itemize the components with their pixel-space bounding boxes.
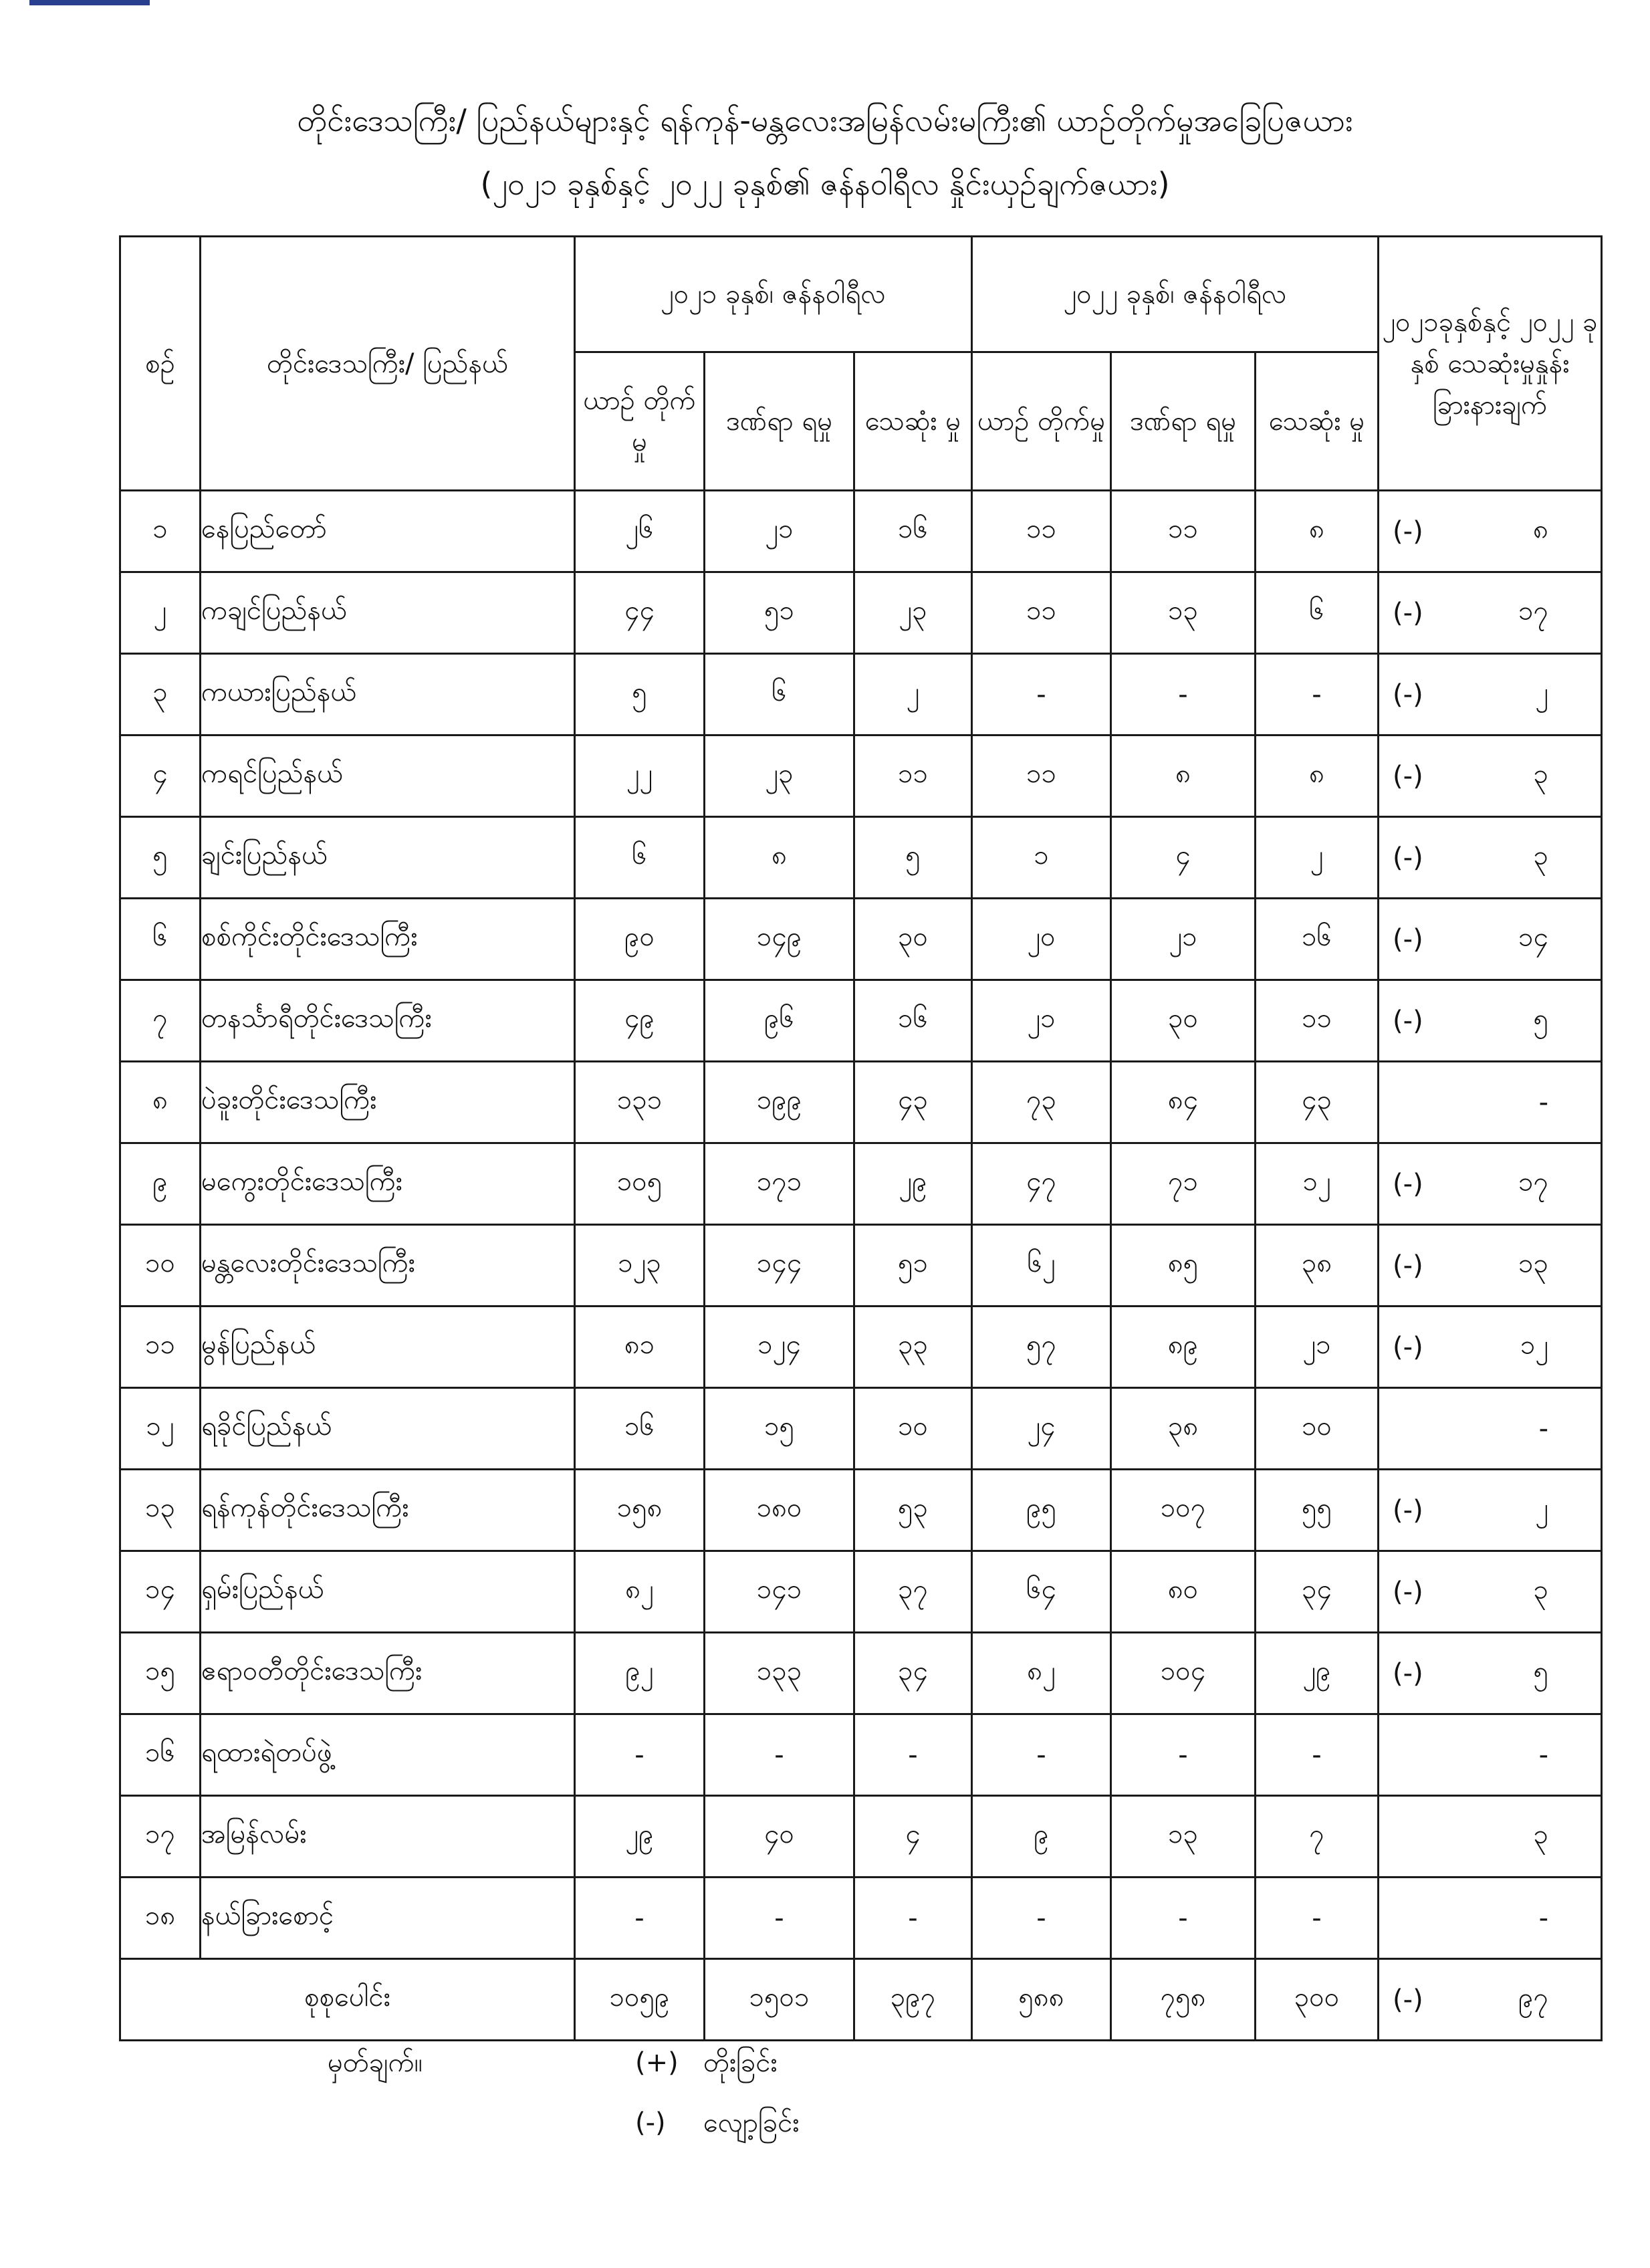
injured-2021-cell: ၁၉၉ bbox=[705, 1062, 854, 1143]
difference-cell bbox=[1379, 817, 1602, 899]
deaths-2021-cell: ၅၁ bbox=[854, 1225, 972, 1307]
deaths-2021-cell: ၂၃ bbox=[854, 572, 972, 654]
deaths-2021-cell: ၄ bbox=[854, 1796, 972, 1878]
deaths-2022-cell: ၁၀ bbox=[1256, 1388, 1379, 1470]
accidents-2022-cell: ၉ bbox=[972, 1796, 1111, 1878]
accidents-2021-cell: ၆ bbox=[575, 817, 705, 899]
difference-value: ၃ bbox=[1533, 758, 1549, 789]
difference-value: ၃ bbox=[1533, 1574, 1549, 1605]
difference-value: ၁၂ bbox=[1520, 1329, 1549, 1360]
total-row bbox=[120, 1959, 1602, 2041]
table-row bbox=[120, 1551, 1602, 1633]
accidents-2021-cell: ၈၂ bbox=[575, 1551, 705, 1633]
deaths-2022-cell: ၂၁ bbox=[1256, 1307, 1379, 1388]
difference-value: ၁၇ bbox=[1518, 595, 1549, 626]
total-deaths-2021: ၃၉၇ bbox=[854, 1959, 972, 2041]
difference-cell bbox=[1379, 1225, 1602, 1307]
header-injured-2022: ဒဏ်ရာ ရမှု bbox=[1111, 352, 1256, 491]
injured-2022-cell: ၁၀၄ bbox=[1111, 1633, 1256, 1714]
accidents-2021-cell: ၁၃၁ bbox=[575, 1062, 705, 1143]
accidents-2021-cell: ၁၀၅ bbox=[575, 1143, 705, 1225]
injured-2021-cell: ၁၈၀ bbox=[705, 1470, 854, 1551]
injured-2022-cell: ၁၃ bbox=[1111, 572, 1256, 654]
difference-value: ၂ bbox=[1535, 1492, 1549, 1523]
total-deaths-2022: ၃၀၀ bbox=[1256, 1959, 1379, 2041]
note-minus-text: လျော့ခြင်း bbox=[703, 2108, 800, 2138]
deaths-2022-cell: ၂ bbox=[1256, 817, 1379, 899]
accidents-2022-cell: ၁၁ bbox=[972, 572, 1111, 654]
note-label: မှတ်ချက်။ bbox=[328, 2047, 423, 2078]
table-row bbox=[120, 980, 1602, 1062]
injured-2022-cell: ၈၅ bbox=[1111, 1225, 1256, 1307]
injured-2021-cell: ၂၁ bbox=[705, 491, 854, 572]
serial-cell: ၁၂ bbox=[120, 1388, 201, 1470]
accidents-2021-cell: ၉၂ bbox=[575, 1633, 705, 1714]
deaths-2022-cell: ၂၉ bbox=[1256, 1633, 1379, 1714]
deaths-2021-cell: ၁၆ bbox=[854, 980, 972, 1062]
table-row bbox=[120, 572, 1602, 654]
header-accidents-2022: ယာဉ် တိုက်မှု bbox=[972, 352, 1111, 491]
accidents-2022-cell: ၄၇ bbox=[972, 1143, 1111, 1225]
region-cell: ပဲခူးတိုင်းဒေသကြီး bbox=[201, 1062, 575, 1143]
region-cell: ချင်းပြည်နယ် bbox=[201, 817, 575, 899]
deaths-2022-cell: ၈ bbox=[1256, 491, 1379, 572]
header-deaths-2022: သေဆုံး မှု bbox=[1256, 352, 1379, 491]
injured-2021-cell: ၁၇၁ bbox=[705, 1143, 854, 1225]
accidents-2022-cell: ၁၁ bbox=[972, 735, 1111, 817]
total-injured-2021: ၁၅၀၁ bbox=[705, 1959, 854, 2041]
accidents-2021-cell: ၁၂၃ bbox=[575, 1225, 705, 1307]
difference-value: - bbox=[1538, 1087, 1549, 1118]
header-period-2021: ၂၀၂၁ ခုနှစ်၊ ဇန်နဝါရီလ bbox=[575, 237, 972, 352]
accidents-2022-cell: ၆၂ bbox=[972, 1225, 1111, 1307]
difference-cell bbox=[1379, 1388, 1602, 1470]
accidents-2022-cell: ၁၁ bbox=[972, 491, 1111, 572]
difference-cell bbox=[1379, 1551, 1602, 1633]
total-difference-value: ၉၇ bbox=[1518, 1982, 1549, 2013]
total-label: စုစုပေါင်း bbox=[120, 1959, 575, 2041]
deaths-2021-cell: ၅ bbox=[854, 817, 972, 899]
injured-2021-cell: ၁၄၄ bbox=[705, 1225, 854, 1307]
injured-2021-cell: ၁၅ bbox=[705, 1388, 854, 1470]
accidents-2021-cell: ၅ bbox=[575, 654, 705, 735]
difference-value: - bbox=[1538, 1902, 1549, 1934]
serial-cell: ၁၆ bbox=[120, 1714, 201, 1796]
table-row bbox=[120, 1307, 1602, 1388]
accidents-2022-cell: ၇၃ bbox=[972, 1062, 1111, 1143]
table-row bbox=[120, 1388, 1602, 1470]
region-cell: မန္တလေးတိုင်းဒေသကြီး bbox=[201, 1225, 575, 1307]
injured-2022-cell: - bbox=[1111, 1714, 1256, 1796]
header-accidents-2021: ယာဉ် တိုက်မှု bbox=[575, 352, 705, 491]
difference-sign: (-) bbox=[1393, 1658, 1423, 1689]
deaths-2022-cell: - bbox=[1256, 1714, 1379, 1796]
injured-2022-cell: ၃၀ bbox=[1111, 980, 1256, 1062]
injured-2022-cell: ၈၉ bbox=[1111, 1307, 1256, 1388]
difference-value: - bbox=[1538, 1739, 1549, 1771]
injured-2021-cell: ၁၄၁ bbox=[705, 1551, 854, 1633]
deaths-2021-cell: ၃၃ bbox=[854, 1307, 972, 1388]
region-cell: ရထားရဲတပ်ဖွဲ့ bbox=[201, 1714, 575, 1796]
deaths-2022-cell: - bbox=[1256, 654, 1379, 735]
serial-cell: ၁၃ bbox=[120, 1470, 201, 1551]
serial-cell: ၁၅ bbox=[120, 1633, 201, 1714]
region-cell: ရန်ကုန်တိုင်းဒေသကြီး bbox=[201, 1470, 575, 1551]
deaths-2021-cell: ၃၀ bbox=[854, 899, 972, 980]
serial-cell: ၇ bbox=[120, 980, 201, 1062]
difference-value: ၃ bbox=[1533, 840, 1549, 871]
document-title: တိုင်းဒေသကြီး/ ပြည်နယ်များနှင့် ရန်ကုန်-မန္တလေးအမြန်လမ်းမကြီး၏ ယာဉ်တိုက်မှုအခြေပြဇယား bbox=[297, 102, 1353, 138]
total-accidents-2021: ၁၀၅၉ bbox=[575, 1959, 705, 2041]
deaths-2022-cell: ၈ bbox=[1256, 735, 1379, 817]
difference-cell bbox=[1379, 572, 1602, 654]
difference-sign: (-) bbox=[1393, 1576, 1423, 1607]
deaths-2021-cell: ၁၆ bbox=[854, 491, 972, 572]
difference-value: ၈ bbox=[1533, 514, 1549, 544]
deaths-2021-cell: ၃၇ bbox=[854, 1551, 972, 1633]
region-cell: ကရင်ပြည်နယ် bbox=[201, 735, 575, 817]
table-row bbox=[120, 1225, 1602, 1307]
accidents-2022-cell: ၂၄ bbox=[972, 1388, 1111, 1470]
region-cell: ကယားပြည်နယ် bbox=[201, 654, 575, 735]
serial-cell: ၅ bbox=[120, 817, 201, 899]
difference-cell bbox=[1379, 491, 1602, 572]
serial-cell: ၁၄ bbox=[120, 1551, 201, 1633]
accidents-2021-cell: ၄၉ bbox=[575, 980, 705, 1062]
accidents-2022-cell: - bbox=[972, 1714, 1111, 1796]
deaths-2022-cell: ၃၈ bbox=[1256, 1225, 1379, 1307]
table-row bbox=[120, 1878, 1602, 1959]
difference-cell bbox=[1379, 1062, 1602, 1143]
difference-cell bbox=[1379, 654, 1602, 735]
difference-sign: (-) bbox=[1393, 1250, 1423, 1281]
total-injured-2022: ၇၅၈ bbox=[1111, 1959, 1256, 2041]
region-cell: အမြန်လမ်း bbox=[201, 1796, 575, 1878]
difference-sign: (-) bbox=[1393, 1331, 1423, 1363]
injured-2022-cell: ၂၁ bbox=[1111, 899, 1256, 980]
deaths-2021-cell: ၃၄ bbox=[854, 1633, 972, 1714]
accidents-2022-cell: ၁ bbox=[972, 817, 1111, 899]
injured-2021-cell: - bbox=[705, 1714, 854, 1796]
accidents-2021-cell: ၂၆ bbox=[575, 491, 705, 572]
deaths-2021-cell: - bbox=[854, 1878, 972, 1959]
difference-value: - bbox=[1538, 1413, 1549, 1444]
accidents-2022-cell: ၂၀ bbox=[972, 899, 1111, 980]
injured-2022-cell: ၇၁ bbox=[1111, 1143, 1256, 1225]
injured-2022-cell: ၁၃ bbox=[1111, 1796, 1256, 1878]
accidents-2022-cell: ၂၁ bbox=[972, 980, 1111, 1062]
region-cell: မကွေးတိုင်းဒေသကြီး bbox=[201, 1143, 575, 1225]
accidents-2021-cell: ၈၁ bbox=[575, 1307, 705, 1388]
comparison-table bbox=[119, 235, 1603, 2041]
injured-2022-cell: ၃၈ bbox=[1111, 1388, 1256, 1470]
accidents-2022-cell: ၉၅ bbox=[972, 1470, 1111, 1551]
difference-sign: (-) bbox=[1393, 760, 1423, 792]
difference-cell bbox=[1379, 1143, 1602, 1225]
accidents-2021-cell: - bbox=[575, 1878, 705, 1959]
injured-2021-cell: ၄၀ bbox=[705, 1796, 854, 1878]
difference-cell bbox=[1379, 1878, 1602, 1959]
deaths-2022-cell: ၅၅ bbox=[1256, 1470, 1379, 1551]
difference-cell bbox=[1379, 1796, 1602, 1878]
serial-cell: ၉ bbox=[120, 1143, 201, 1225]
region-cell: ကချင်ပြည်နယ် bbox=[201, 572, 575, 654]
difference-value: ၁၇ bbox=[1518, 1166, 1549, 1197]
injured-2021-cell: - bbox=[705, 1878, 854, 1959]
serial-cell: ၈ bbox=[120, 1062, 201, 1143]
total-difference-cell bbox=[1379, 1959, 1602, 2041]
serial-cell: ၃ bbox=[120, 654, 201, 735]
difference-cell bbox=[1379, 1714, 1602, 1796]
accidents-2022-cell: - bbox=[972, 654, 1111, 735]
serial-cell: ၆ bbox=[120, 899, 201, 980]
header-comparison: ၂၀၂၁ခုနှစ်နှင့် ၂၀၂၂ ခုနှစ် သေဆုံးမှုနှုန်း ခြားနားချက် bbox=[1379, 237, 1602, 491]
difference-cell bbox=[1379, 980, 1602, 1062]
header-deaths-2021: သေဆုံး မှု bbox=[854, 352, 972, 491]
injured-2022-cell: ၈၄ bbox=[1111, 1062, 1256, 1143]
accidents-2022-cell: ၈၂ bbox=[972, 1633, 1111, 1714]
region-cell: ရခိုင်ပြည်နယ် bbox=[201, 1388, 575, 1470]
corner-mark bbox=[29, 0, 150, 5]
difference-sign: (-) bbox=[1393, 1494, 1423, 1526]
total-accidents-2022: ၅၈၈ bbox=[972, 1959, 1111, 2041]
accidents-2022-cell: - bbox=[972, 1878, 1111, 1959]
table-row bbox=[120, 817, 1602, 899]
difference-cell bbox=[1379, 899, 1602, 980]
region-cell: မွန်ပြည်နယ် bbox=[201, 1307, 575, 1388]
deaths-2022-cell: ၃၄ bbox=[1256, 1551, 1379, 1633]
deaths-2021-cell: ၄၃ bbox=[854, 1062, 972, 1143]
injured-2021-cell: ၅၁ bbox=[705, 572, 854, 654]
table-row bbox=[120, 1633, 1602, 1714]
deaths-2021-cell: ၂၉ bbox=[854, 1143, 972, 1225]
difference-cell bbox=[1379, 1633, 1602, 1714]
serial-cell: ၄ bbox=[120, 735, 201, 817]
injured-2022-cell: ၁၀၇ bbox=[1111, 1470, 1256, 1551]
difference-sign: (-) bbox=[1393, 597, 1423, 629]
deaths-2021-cell: - bbox=[854, 1714, 972, 1796]
deaths-2022-cell: ၇ bbox=[1256, 1796, 1379, 1878]
injured-2022-cell: - bbox=[1111, 654, 1256, 735]
region-cell: နယ်ခြားစောင့် bbox=[201, 1878, 575, 1959]
serial-cell: ၁၁ bbox=[120, 1307, 201, 1388]
region-cell: နေပြည်တော် bbox=[201, 491, 575, 572]
table-row bbox=[120, 899, 1602, 980]
injured-2022-cell: ၈ bbox=[1111, 735, 1256, 817]
table-row bbox=[120, 491, 1602, 572]
accidents-2021-cell: ၄၄ bbox=[575, 572, 705, 654]
total-difference-sign: (-) bbox=[1393, 1984, 1423, 2015]
accidents-2021-cell: ၁၆ bbox=[575, 1388, 705, 1470]
accidents-2022-cell: ၅၇ bbox=[972, 1307, 1111, 1388]
deaths-2021-cell: ၂ bbox=[854, 654, 972, 735]
injured-2021-cell: ၁၃၃ bbox=[705, 1633, 854, 1714]
region-cell: ရှမ်းပြည်နယ် bbox=[201, 1551, 575, 1633]
injured-2022-cell: ၈၀ bbox=[1111, 1551, 1256, 1633]
difference-sign: (-) bbox=[1393, 923, 1423, 955]
injured-2022-cell: ၁၁ bbox=[1111, 491, 1256, 572]
table-row bbox=[120, 1470, 1602, 1551]
table-row bbox=[120, 735, 1602, 817]
header-serial: စဉ် bbox=[120, 237, 201, 491]
difference-value: ၁၄ bbox=[1518, 921, 1549, 952]
table-row bbox=[120, 1143, 1602, 1225]
difference-sign: (-) bbox=[1393, 842, 1423, 873]
deaths-2022-cell: ၄၃ bbox=[1256, 1062, 1379, 1143]
header-region: တိုင်းဒေသကြီး/ ပြည်နယ် bbox=[201, 237, 575, 491]
note-plus-sign: (+) bbox=[635, 2047, 679, 2078]
injured-2021-cell: ၈ bbox=[705, 817, 854, 899]
deaths-2022-cell: ၁၁ bbox=[1256, 980, 1379, 1062]
difference-value: ၃ bbox=[1533, 1819, 1549, 1849]
accidents-2021-cell: ၉၀ bbox=[575, 899, 705, 980]
document-subtitle: (၂၀၂၁ ခုနှစ်နှင့် ၂၀၂၂ ခုနှစ်၏ ဇန်နဝါရီလ နှိုင်းယှဉ်ချက်ဇယား) bbox=[480, 166, 1170, 202]
table-row bbox=[120, 1062, 1602, 1143]
table-row bbox=[120, 654, 1602, 735]
injured-2022-cell: ၄ bbox=[1111, 817, 1256, 899]
serial-cell: ၁ bbox=[120, 491, 201, 572]
serial-cell: ၁၈ bbox=[120, 1878, 201, 1959]
accidents-2021-cell: ၁၅၈ bbox=[575, 1470, 705, 1551]
injured-2021-cell: ၆ bbox=[705, 654, 854, 735]
region-cell: စစ်ကိုင်းတိုင်းဒေသကြီး bbox=[201, 899, 575, 980]
serial-cell: ၁၇ bbox=[120, 1796, 201, 1878]
deaths-2021-cell: ၅၃ bbox=[854, 1470, 972, 1551]
accidents-2021-cell: ၂၂ bbox=[575, 735, 705, 817]
difference-sign: (-) bbox=[1393, 1168, 1423, 1200]
note-plus-text: တိုးခြင်း bbox=[703, 2047, 778, 2078]
accidents-2022-cell: ၆၄ bbox=[972, 1551, 1111, 1633]
deaths-2022-cell: - bbox=[1256, 1878, 1379, 1959]
deaths-2022-cell: ၁၆ bbox=[1256, 899, 1379, 980]
difference-cell bbox=[1379, 1470, 1602, 1551]
serial-cell: ၁၀ bbox=[120, 1225, 201, 1307]
difference-value: ၅ bbox=[1533, 1656, 1549, 1686]
difference-sign: (-) bbox=[1393, 516, 1423, 547]
serial-cell: ၂ bbox=[120, 572, 201, 654]
difference-sign: (-) bbox=[1393, 679, 1423, 710]
table-row bbox=[120, 1796, 1602, 1878]
deaths-2021-cell: ၁၀ bbox=[854, 1388, 972, 1470]
deaths-2022-cell: ၁၂ bbox=[1256, 1143, 1379, 1225]
table-body bbox=[120, 491, 1602, 2041]
injured-2021-cell: ၁၄၉ bbox=[705, 899, 854, 980]
region-cell: ဧရာဝတီတိုင်းဒေသကြီး bbox=[201, 1633, 575, 1714]
injured-2021-cell: ၉၆ bbox=[705, 980, 854, 1062]
note-minus-sign: (-) bbox=[635, 2108, 666, 2138]
deaths-2022-cell: ၆ bbox=[1256, 572, 1379, 654]
region-cell: တနင်္သာရီတိုင်းဒေသကြီး bbox=[201, 980, 575, 1062]
header-injured-2021: ဒဏ်ရာ ရမှု bbox=[705, 352, 854, 491]
accidents-2021-cell: - bbox=[575, 1714, 705, 1796]
deaths-2021-cell: ၁၁ bbox=[854, 735, 972, 817]
difference-cell bbox=[1379, 735, 1602, 817]
difference-value: ၅ bbox=[1533, 1003, 1549, 1034]
accidents-2021-cell: ၂၉ bbox=[575, 1796, 705, 1878]
difference-cell bbox=[1379, 1307, 1602, 1388]
injured-2022-cell: - bbox=[1111, 1878, 1256, 1959]
difference-value: ၁၃ bbox=[1518, 1248, 1549, 1278]
table-row bbox=[120, 1714, 1602, 1796]
difference-value: ၂ bbox=[1535, 677, 1549, 707]
difference-sign: (-) bbox=[1393, 1005, 1423, 1036]
injured-2021-cell: ၂၃ bbox=[705, 735, 854, 817]
injured-2021-cell: ၁၂၄ bbox=[705, 1307, 854, 1388]
header-period-2022: ၂၀၂၂ ခုနှစ်၊ ဇန်နဝါရီလ bbox=[972, 237, 1379, 352]
